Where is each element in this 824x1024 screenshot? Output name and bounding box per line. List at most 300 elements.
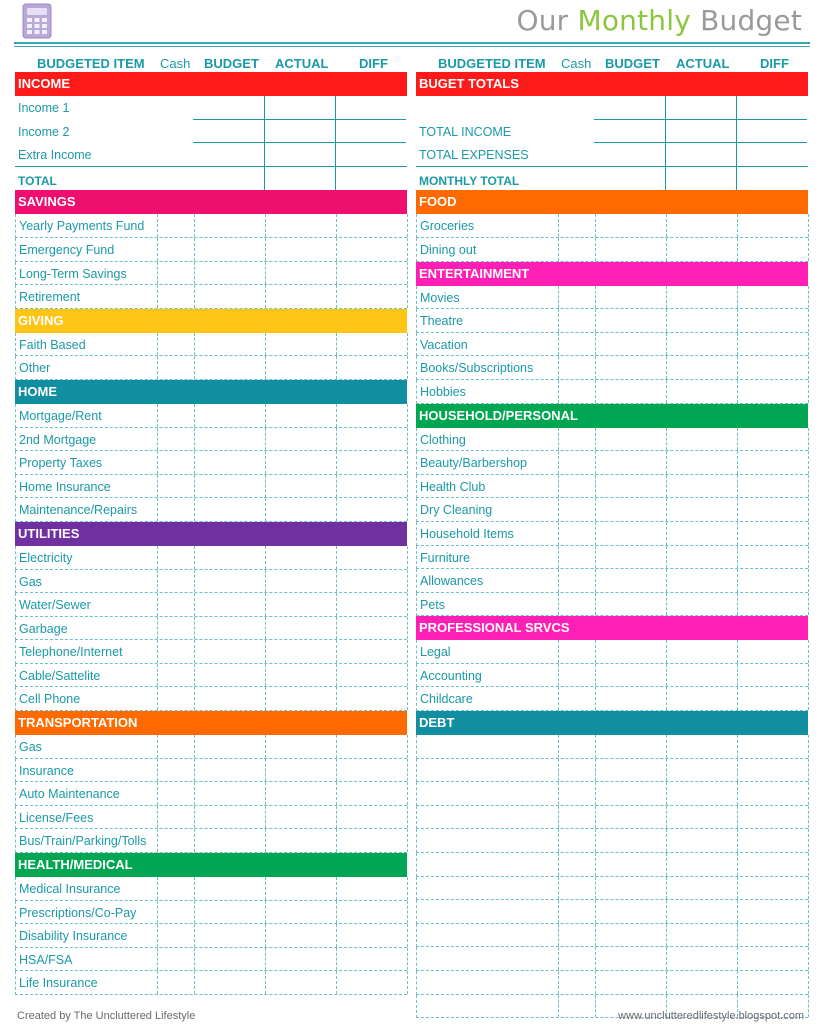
- entry-cell[interactable]: [194, 617, 195, 640]
- entry-cell[interactable]: [194, 262, 195, 285]
- entry-cell[interactable]: [666, 475, 667, 498]
- entry-cell[interactable]: [808, 309, 809, 332]
- entry-cell[interactable]: [808, 924, 809, 947]
- entry-cell[interactable]: [265, 617, 266, 640]
- entry-cell[interactable]: [265, 546, 266, 569]
- entry-cell[interactable]: [595, 380, 596, 403]
- entry-cell[interactable]: [407, 877, 408, 900]
- entry-cell[interactable]: [407, 901, 408, 924]
- entry-cell[interactable]: [808, 995, 809, 1018]
- entry-cell[interactable]: [737, 759, 738, 782]
- entry-cell[interactable]: [157, 829, 158, 852]
- entry-cell[interactable]: [407, 356, 408, 379]
- entry-cell[interactable]: [157, 877, 158, 900]
- entry-cell[interactable]: [808, 475, 809, 498]
- entry-cell[interactable]: [558, 759, 559, 782]
- entry-cell[interactable]: [157, 475, 158, 498]
- entry-cell[interactable]: [595, 546, 596, 569]
- entry-cell[interactable]: [265, 262, 266, 285]
- entry-cell[interactable]: [265, 498, 266, 521]
- entry-cell[interactable]: [737, 593, 738, 616]
- entry-cell[interactable]: [666, 333, 667, 356]
- entry-cell[interactable]: [558, 664, 559, 687]
- entry-cell[interactable]: [808, 782, 809, 805]
- entry-cell[interactable]: [407, 924, 408, 947]
- entry-cell[interactable]: [265, 428, 266, 451]
- entry-cell[interactable]: [194, 640, 195, 663]
- entry-cell[interactable]: [558, 214, 559, 237]
- entry-cell[interactable]: [595, 971, 596, 994]
- entry-cell[interactable]: [558, 829, 559, 852]
- entry-cell[interactable]: [666, 286, 667, 309]
- entry-cell[interactable]: [407, 333, 408, 356]
- entry-cell[interactable]: [595, 995, 596, 1018]
- entry-cell[interactable]: [157, 593, 158, 616]
- entry-cell[interactable]: [157, 971, 158, 994]
- entry-cell[interactable]: [666, 829, 667, 852]
- entry-cell[interactable]: [808, 853, 809, 876]
- entry-cell[interactable]: [194, 498, 195, 521]
- entry-cell[interactable]: [808, 947, 809, 970]
- entry-cell[interactable]: [265, 593, 266, 616]
- entry-cell[interactable]: [808, 214, 809, 237]
- entry-cell[interactable]: [194, 570, 195, 593]
- entry-cell[interactable]: [157, 498, 158, 521]
- entry-cell[interactable]: [666, 428, 667, 451]
- entry-cell[interactable]: [665, 167, 666, 191]
- entry-cell[interactable]: [558, 546, 559, 569]
- entry-cell[interactable]: [194, 782, 195, 805]
- entry-cell[interactable]: [558, 309, 559, 332]
- entry-cell[interactable]: [407, 404, 408, 427]
- entry-cell[interactable]: [808, 640, 809, 663]
- entry-cell[interactable]: [595, 640, 596, 663]
- entry-cell[interactable]: [737, 333, 738, 356]
- entry-cell[interactable]: [737, 286, 738, 309]
- entry-cell[interactable]: [808, 664, 809, 687]
- entry-cell[interactable]: [194, 735, 195, 758]
- entry-cell[interactable]: [336, 829, 337, 852]
- entry-cell[interactable]: [336, 404, 337, 427]
- entry-cell[interactable]: [157, 262, 158, 285]
- entry-cell[interactable]: [407, 735, 408, 758]
- entry-cell[interactable]: [336, 214, 337, 237]
- entry-cell[interactable]: [558, 333, 559, 356]
- entry-cell[interactable]: [157, 901, 158, 924]
- entry-cell[interactable]: [558, 877, 559, 900]
- entry-cell[interactable]: [595, 498, 596, 521]
- entry-cell[interactable]: [336, 901, 337, 924]
- entry-cell[interactable]: [808, 877, 809, 900]
- entry-cell[interactable]: [265, 687, 266, 710]
- entry-cell[interactable]: [808, 546, 809, 569]
- entry-cell[interactable]: [666, 664, 667, 687]
- entry-cell[interactable]: [666, 593, 667, 616]
- entry-cell[interactable]: [407, 782, 408, 805]
- entry-cell[interactable]: [595, 475, 596, 498]
- entry-cell[interactable]: [737, 900, 738, 923]
- entry-cell[interactable]: [264, 120, 265, 144]
- entry-cell[interactable]: [737, 569, 738, 592]
- entry-cell[interactable]: [666, 640, 667, 663]
- entry-cell[interactable]: [157, 617, 158, 640]
- entry-cell[interactable]: [265, 570, 266, 593]
- entry-cell[interactable]: [335, 120, 336, 144]
- entry-cell[interactable]: [265, 735, 266, 758]
- entry-cell[interactable]: [595, 924, 596, 947]
- entry-cell[interactable]: [558, 498, 559, 521]
- entry-cell[interactable]: [737, 829, 738, 852]
- entry-cell[interactable]: [336, 924, 337, 947]
- entry-cell[interactable]: [194, 428, 195, 451]
- entry-cell[interactable]: [407, 971, 408, 994]
- entry-cell[interactable]: [407, 475, 408, 498]
- entry-cell[interactable]: [194, 664, 195, 687]
- entry-cell[interactable]: [194, 475, 195, 498]
- entry-cell[interactable]: [595, 687, 596, 710]
- entry-cell[interactable]: [666, 546, 667, 569]
- entry-cell[interactable]: [265, 640, 266, 663]
- entry-cell[interactable]: [194, 546, 195, 569]
- entry-cell[interactable]: [336, 806, 337, 829]
- entry-cell[interactable]: [808, 900, 809, 923]
- entry-cell[interactable]: [194, 971, 195, 994]
- entry-cell[interactable]: [265, 451, 266, 474]
- entry-cell[interactable]: [558, 522, 559, 545]
- entry-cell[interactable]: [335, 96, 336, 120]
- entry-cell[interactable]: [666, 900, 667, 923]
- entry-cell[interactable]: [265, 356, 266, 379]
- entry-cell[interactable]: [595, 947, 596, 970]
- entry-cell[interactable]: [595, 569, 596, 592]
- entry-cell[interactable]: [194, 877, 195, 900]
- entry-cell[interactable]: [595, 333, 596, 356]
- entry-cell[interactable]: [194, 593, 195, 616]
- entry-cell[interactable]: [157, 570, 158, 593]
- entry-cell[interactable]: [157, 451, 158, 474]
- entry-cell[interactable]: [157, 404, 158, 427]
- entry-cell[interactable]: [666, 971, 667, 994]
- entry-cell[interactable]: [407, 593, 408, 616]
- entry-cell[interactable]: [265, 664, 266, 687]
- entry-cell[interactable]: [265, 948, 266, 971]
- entry-cell[interactable]: [737, 546, 738, 569]
- entry-cell[interactable]: [558, 782, 559, 805]
- entry-cell[interactable]: [595, 877, 596, 900]
- entry-cell[interactable]: [737, 806, 738, 829]
- entry-cell[interactable]: [157, 924, 158, 947]
- entry-cell[interactable]: [558, 900, 559, 923]
- entry-cell[interactable]: [336, 570, 337, 593]
- entry-cell[interactable]: [737, 428, 738, 451]
- entry-cell[interactable]: [336, 546, 337, 569]
- entry-cell[interactable]: [595, 238, 596, 261]
- entry-cell[interactable]: [194, 451, 195, 474]
- entry-cell[interactable]: [808, 971, 809, 994]
- entry-cell[interactable]: [595, 356, 596, 379]
- entry-cell[interactable]: [558, 971, 559, 994]
- entry-cell[interactable]: [265, 333, 266, 356]
- entry-cell[interactable]: [558, 238, 559, 261]
- entry-cell[interactable]: [336, 640, 337, 663]
- entry-cell[interactable]: [595, 782, 596, 805]
- entry-cell[interactable]: [737, 309, 738, 332]
- entry-cell[interactable]: [808, 522, 809, 545]
- entry-cell[interactable]: [336, 238, 337, 261]
- entry-cell[interactable]: [265, 475, 266, 498]
- entry-cell[interactable]: [558, 924, 559, 947]
- entry-cell[interactable]: [407, 759, 408, 782]
- entry-cell[interactable]: [157, 214, 158, 237]
- entry-cell[interactable]: [336, 782, 337, 805]
- entry-cell[interactable]: [558, 451, 559, 474]
- entry-cell[interactable]: [157, 782, 158, 805]
- entry-cell[interactable]: [808, 333, 809, 356]
- entry-cell[interactable]: [194, 404, 195, 427]
- entry-cell[interactable]: [736, 143, 737, 167]
- entry-cell[interactable]: [737, 924, 738, 947]
- entry-cell[interactable]: [157, 664, 158, 687]
- entry-cell[interactable]: [558, 356, 559, 379]
- entry-cell[interactable]: [737, 947, 738, 970]
- entry-cell[interactable]: [665, 120, 666, 144]
- entry-cell[interactable]: [595, 451, 596, 474]
- entry-cell[interactable]: [808, 759, 809, 782]
- entry-cell[interactable]: [558, 380, 559, 403]
- entry-cell[interactable]: [558, 428, 559, 451]
- entry-cell[interactable]: [737, 664, 738, 687]
- entry-cell[interactable]: [666, 309, 667, 332]
- entry-cell[interactable]: [407, 285, 408, 308]
- entry-cell[interactable]: [595, 593, 596, 616]
- entry-cell[interactable]: [666, 687, 667, 710]
- entry-cell[interactable]: [666, 569, 667, 592]
- entry-cell[interactable]: [336, 451, 337, 474]
- entry-cell[interactable]: [558, 569, 559, 592]
- entry-cell[interactable]: [558, 947, 559, 970]
- entry-cell[interactable]: [336, 617, 337, 640]
- entry-cell[interactable]: [737, 735, 738, 758]
- entry-cell[interactable]: [808, 451, 809, 474]
- entry-cell[interactable]: [407, 570, 408, 593]
- entry-cell[interactable]: [666, 806, 667, 829]
- entry-cell[interactable]: [666, 238, 667, 261]
- entry-cell[interactable]: [407, 546, 408, 569]
- entry-cell[interactable]: [264, 143, 265, 167]
- entry-cell[interactable]: [335, 143, 336, 167]
- entry-cell[interactable]: [265, 829, 266, 852]
- entry-cell[interactable]: [194, 901, 195, 924]
- entry-cell[interactable]: [595, 522, 596, 545]
- entry-cell[interactable]: [666, 853, 667, 876]
- entry-cell[interactable]: [157, 948, 158, 971]
- entry-cell[interactable]: [737, 522, 738, 545]
- entry-cell[interactable]: [808, 380, 809, 403]
- entry-cell[interactable]: [157, 428, 158, 451]
- entry-cell[interactable]: [808, 569, 809, 592]
- entry-cell[interactable]: [407, 829, 408, 852]
- entry-cell[interactable]: [157, 333, 158, 356]
- entry-cell[interactable]: [265, 782, 266, 805]
- entry-cell[interactable]: [407, 428, 408, 451]
- entry-cell[interactable]: [595, 853, 596, 876]
- entry-cell[interactable]: [265, 806, 266, 829]
- entry-cell[interactable]: [407, 617, 408, 640]
- entry-cell[interactable]: [194, 214, 195, 237]
- entry-cell[interactable]: [558, 806, 559, 829]
- entry-cell[interactable]: [157, 687, 158, 710]
- entry-cell[interactable]: [595, 829, 596, 852]
- entry-cell[interactable]: [265, 404, 266, 427]
- entry-cell[interactable]: [407, 262, 408, 285]
- entry-cell[interactable]: [736, 96, 737, 120]
- entry-cell[interactable]: [595, 214, 596, 237]
- entry-cell[interactable]: [407, 238, 408, 261]
- entry-cell[interactable]: [808, 687, 809, 710]
- entry-cell[interactable]: [407, 640, 408, 663]
- entry-cell[interactable]: [666, 498, 667, 521]
- entry-cell[interactable]: [558, 475, 559, 498]
- entry-cell[interactable]: [666, 214, 667, 237]
- entry-cell[interactable]: [336, 333, 337, 356]
- entry-cell[interactable]: [335, 167, 336, 191]
- entry-cell[interactable]: [737, 853, 738, 876]
- entry-cell[interactable]: [157, 238, 158, 261]
- entry-cell[interactable]: [737, 687, 738, 710]
- entry-cell[interactable]: [736, 120, 737, 144]
- entry-cell[interactable]: [666, 735, 667, 758]
- entry-cell[interactable]: [194, 238, 195, 261]
- entry-cell[interactable]: [157, 356, 158, 379]
- entry-cell[interactable]: [194, 924, 195, 947]
- entry-cell[interactable]: [808, 735, 809, 758]
- entry-cell[interactable]: [336, 356, 337, 379]
- entry-cell[interactable]: [808, 428, 809, 451]
- entry-cell[interactable]: [558, 593, 559, 616]
- entry-cell[interactable]: [595, 428, 596, 451]
- entry-cell[interactable]: [595, 664, 596, 687]
- entry-cell[interactable]: [336, 428, 337, 451]
- entry-cell[interactable]: [558, 853, 559, 876]
- entry-cell[interactable]: [264, 167, 265, 191]
- entry-cell[interactable]: [737, 782, 738, 805]
- entry-cell[interactable]: [336, 475, 337, 498]
- entry-cell[interactable]: [265, 924, 266, 947]
- entry-cell[interactable]: [407, 664, 408, 687]
- entry-cell[interactable]: [407, 451, 408, 474]
- entry-cell[interactable]: [265, 971, 266, 994]
- entry-cell[interactable]: [808, 286, 809, 309]
- entry-cell[interactable]: [265, 759, 266, 782]
- entry-cell[interactable]: [336, 262, 337, 285]
- entry-cell[interactable]: [558, 687, 559, 710]
- entry-cell[interactable]: [194, 285, 195, 308]
- entry-cell[interactable]: [595, 309, 596, 332]
- entry-cell[interactable]: [666, 759, 667, 782]
- entry-cell[interactable]: [737, 498, 738, 521]
- entry-cell[interactable]: [336, 593, 337, 616]
- entry-cell[interactable]: [665, 143, 666, 167]
- entry-cell[interactable]: [194, 829, 195, 852]
- entry-cell[interactable]: [737, 380, 738, 403]
- entry-cell[interactable]: [336, 285, 337, 308]
- entry-cell[interactable]: [558, 286, 559, 309]
- entry-cell[interactable]: [808, 829, 809, 852]
- entry-cell[interactable]: [558, 995, 559, 1018]
- entry-cell[interactable]: [737, 214, 738, 237]
- entry-cell[interactable]: [157, 640, 158, 663]
- entry-cell[interactable]: [666, 522, 667, 545]
- entry-cell[interactable]: [157, 735, 158, 758]
- entry-cell[interactable]: [558, 640, 559, 663]
- entry-cell[interactable]: [194, 806, 195, 829]
- entry-cell[interactable]: [336, 735, 337, 758]
- entry-cell[interactable]: [336, 759, 337, 782]
- entry-cell[interactable]: [194, 333, 195, 356]
- entry-cell[interactable]: [666, 782, 667, 805]
- entry-cell[interactable]: [737, 877, 738, 900]
- entry-cell[interactable]: [265, 214, 266, 237]
- entry-cell[interactable]: [808, 498, 809, 521]
- entry-cell[interactable]: [157, 806, 158, 829]
- entry-cell[interactable]: [336, 948, 337, 971]
- entry-cell[interactable]: [595, 735, 596, 758]
- entry-cell[interactable]: [808, 806, 809, 829]
- entry-cell[interactable]: [737, 451, 738, 474]
- entry-cell[interactable]: [265, 901, 266, 924]
- entry-cell[interactable]: [407, 498, 408, 521]
- entry-cell[interactable]: [595, 900, 596, 923]
- entry-cell[interactable]: [336, 687, 337, 710]
- entry-cell[interactable]: [666, 380, 667, 403]
- entry-cell[interactable]: [737, 475, 738, 498]
- entry-cell[interactable]: [336, 877, 337, 900]
- entry-cell[interactable]: [808, 356, 809, 379]
- entry-cell[interactable]: [265, 877, 266, 900]
- entry-cell[interactable]: [336, 971, 337, 994]
- entry-cell[interactable]: [194, 759, 195, 782]
- entry-cell[interactable]: [407, 806, 408, 829]
- entry-cell[interactable]: [157, 546, 158, 569]
- entry-cell[interactable]: [265, 285, 266, 308]
- entry-cell[interactable]: [157, 759, 158, 782]
- entry-cell[interactable]: [558, 735, 559, 758]
- entry-cell[interactable]: [407, 687, 408, 710]
- entry-cell[interactable]: [666, 451, 667, 474]
- entry-cell[interactable]: [666, 356, 667, 379]
- entry-cell[interactable]: [737, 971, 738, 994]
- entry-cell[interactable]: [737, 356, 738, 379]
- entry-cell[interactable]: [808, 593, 809, 616]
- entry-cell[interactable]: [194, 356, 195, 379]
- entry-cell[interactable]: [736, 167, 737, 191]
- entry-cell[interactable]: [595, 806, 596, 829]
- entry-cell[interactable]: [336, 664, 337, 687]
- entry-cell[interactable]: [407, 948, 408, 971]
- entry-cell[interactable]: [666, 947, 667, 970]
- entry-cell[interactable]: [808, 238, 809, 261]
- entry-cell[interactable]: [265, 238, 266, 261]
- entry-cell[interactable]: [665, 96, 666, 120]
- entry-cell[interactable]: [194, 687, 195, 710]
- entry-cell[interactable]: [194, 948, 195, 971]
- entry-cell[interactable]: [157, 285, 158, 308]
- entry-cell[interactable]: [336, 498, 337, 521]
- entry-cell[interactable]: [595, 759, 596, 782]
- entry-cell[interactable]: [264, 96, 265, 120]
- entry-cell[interactable]: [407, 214, 408, 237]
- entry-cell[interactable]: [595, 286, 596, 309]
